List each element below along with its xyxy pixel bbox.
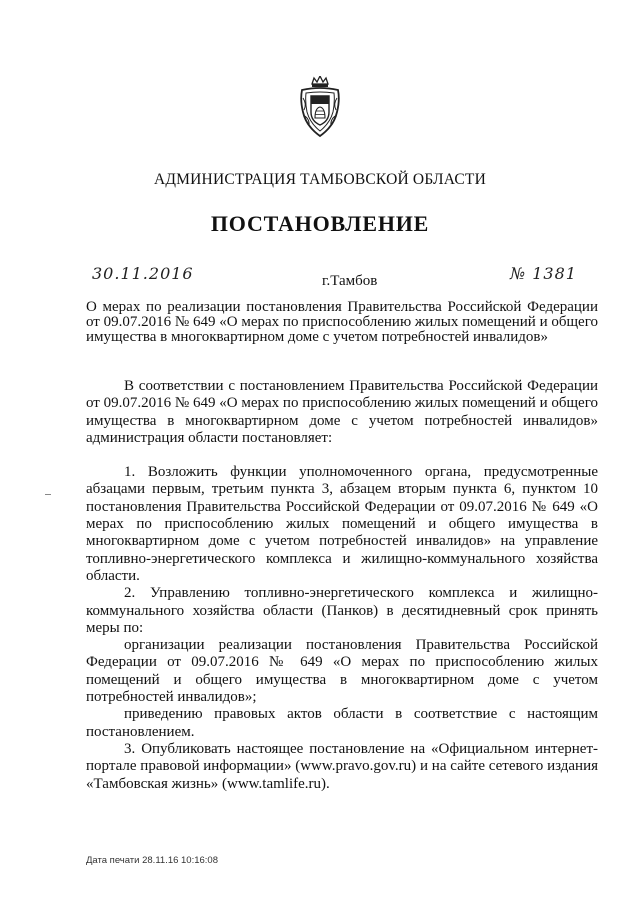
organization-name: АДМИНИСТРАЦИЯ ТАМБОВСКОЙ ОБЛАСТИ xyxy=(154,171,486,188)
coat-of-arms-icon xyxy=(298,76,342,138)
document-subject: О мерах по реализации постановления Правительства Российской Федерации от 09.07.2016 № 649 «О мерах по приспособлению жилых помещений и общего имущества в многоквартирном доме с учетом потребностей инвалидов» xyxy=(86,299,598,345)
city-name: г.Тамбов xyxy=(322,273,378,289)
item-1-paragraph: 1. Возложить функции уполномоченного органа, предусмотренные абзацами первым, третьим пункта 3, абзацем вторым пункта 6, пунктом 10 постановления Правительства Российской Федерации от 09.07.2016 № 649 «О мерах по приспособлению жилых помещений и общего имущества в многоквартирном доме с учетом потребностей инвалидов» на управление топливно-энергетического комплекса и жилищно-коммунального хозяйства области. xyxy=(86,464,598,584)
paragraph-gap xyxy=(86,447,598,464)
document-body xyxy=(86,378,598,793)
handwritten-document-number: № 1381 xyxy=(510,264,577,283)
margin-mark xyxy=(45,494,51,495)
item-2-paragraph: 2. Управлению топливно-энергетического комплекса и жилищно-коммунального хозяйства области (Панков) в десятидневный срок принять меры по: xyxy=(86,585,598,636)
handwritten-date: 30.11.2016 xyxy=(92,264,194,283)
item-2b-paragraph: приведению правовых актов области в соответствие с настоящим постановлением. xyxy=(86,706,598,740)
print-date-footer: Дата печати 28.11.16 10:16:08 xyxy=(86,855,219,866)
preamble-paragraph: В соответствии с постановлением Правительства Российской Федерации от 09.07.2016 № 649 «О мерах по приспособлению жилых помещений и общего имущества в многоквартирном доме с учетом потребностей инвалидов» администрация области постановляет: xyxy=(86,378,598,446)
item-3-paragraph: 3. Опубликовать настоящее постановление на «Официальном интернет-портале правовой информации» (www.pravo.gov.ru) и на сайте сетевого издания «Тамбовская жизнь» (www.tamlife.ru). xyxy=(86,740,598,792)
item-2a-paragraph: организации реализации постановления Правительства Российской Федерации от 09.07.2016 № 649 «О мерах по приспособлению жилых помещений и общего имущества в многоквартирном доме с учетом потребностей инвалидов»; xyxy=(86,637,598,706)
document-type-title: ПОСТАНОВЛЕНИЕ xyxy=(210,211,430,236)
